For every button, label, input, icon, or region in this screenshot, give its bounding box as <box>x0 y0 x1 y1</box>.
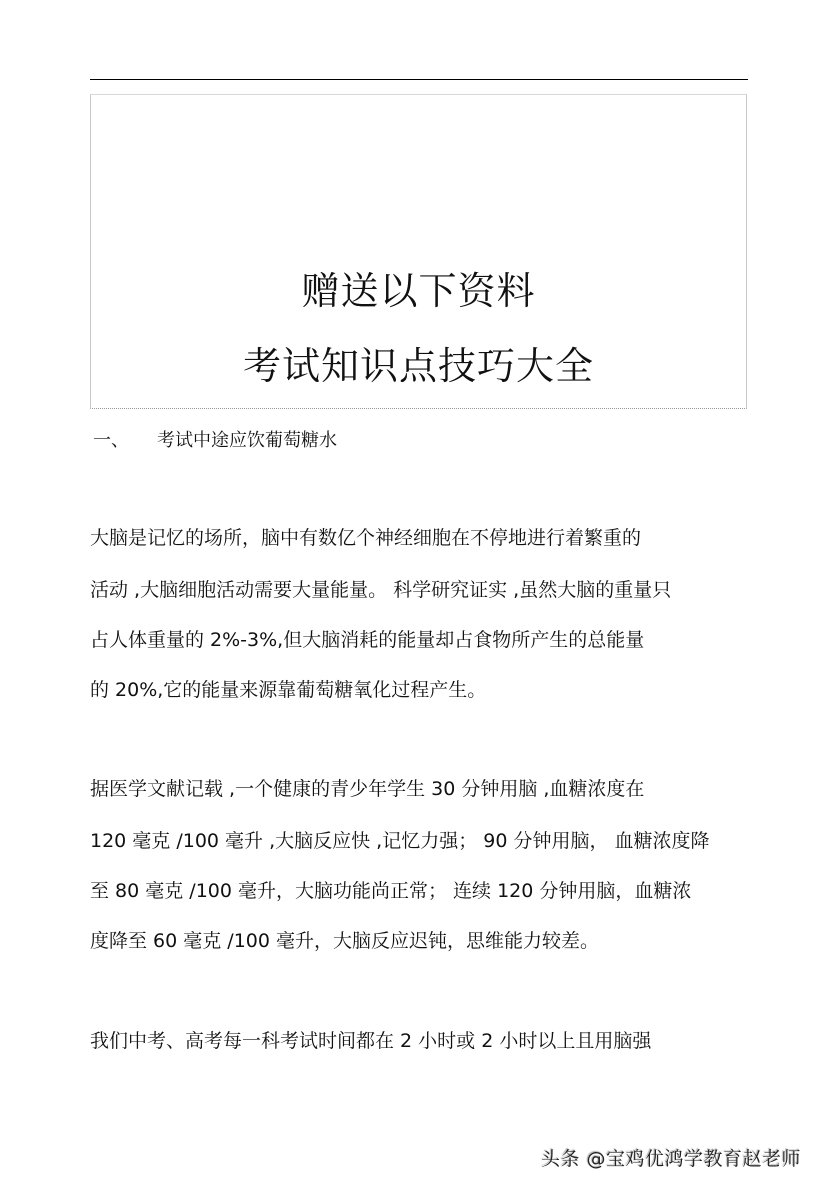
text-line-content: 大脑是记忆的场所，脑中有数亿个神经细胞在不停地进行着繁重的 <box>90 527 642 549</box>
title-line-2: 考试知识点技巧大全 <box>242 344 594 388</box>
text-line <box>90 574 675 606</box>
section-number: 一、 <box>93 430 129 451</box>
text-line-content: 至 80 毫克 /100 毫升，大脑功能尚正常； 连续 120 分钟用脑，血糖浓 <box>90 880 692 902</box>
text-line-content: 120 毫克 /100 毫升 ,大脑反应快 ,记忆力强； 90 分钟用脑， 血糖浓度降 <box>90 830 710 852</box>
text-line-content: 我们中考、高考每一科考试时间都在 2 小时或 2 小时以上且用脑强 <box>90 1030 652 1052</box>
text-line-content: 占人体重量的 2%-3%,但大脑消耗的能量却占食物所产生的总能量 <box>90 629 645 651</box>
title-line-1: 赠送以下资料 <box>301 269 536 313</box>
text-line <box>90 1025 655 1057</box>
text-line-content: 活动 ,大脑细胞活动需要大量能量。 科学研究证实 ,虽然大脑的重量只 <box>90 579 672 601</box>
section-title: 考试中途应饮葡萄糖水 <box>157 430 337 451</box>
title-box <box>90 94 747 409</box>
text-line <box>90 522 645 554</box>
text-line <box>90 624 648 656</box>
watermark: 头条 @宝鸡优鸿学教育赵老师 <box>541 1148 802 1170</box>
text-line <box>90 674 490 706</box>
text-line-content: 的 20%,它的能量来源靠葡萄糖氧化过程产生。 <box>90 679 487 701</box>
text-line <box>90 875 695 907</box>
text-line-content: 据医学文献记载 ,一个健康的青少年学生 30 分钟用脑 ,血糖浓度在 <box>90 778 645 800</box>
section-heading <box>93 426 337 452</box>
text-line <box>90 773 648 805</box>
text-line <box>90 925 603 957</box>
text-line <box>90 825 714 857</box>
top-rule <box>90 79 748 80</box>
text-line-content: 度降至 60 毫克 /100 毫升，大脑反应迟钝，思维能力较差。 <box>90 930 600 952</box>
